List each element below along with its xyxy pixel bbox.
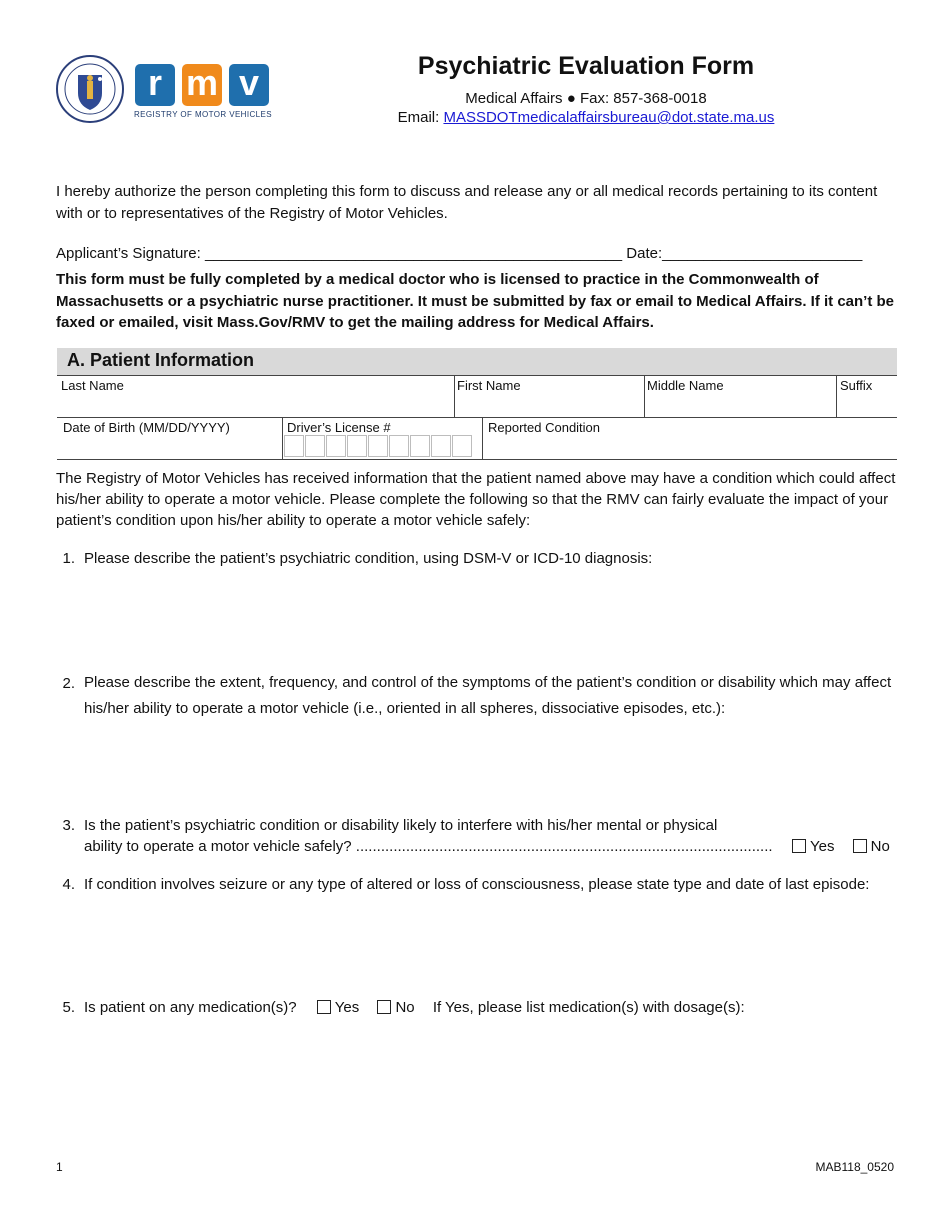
section-a-header	[57, 348, 897, 375]
notice-text: This form must be fully completed by a medical doctor who is licensed to practice in the Commonwealth of Massachusetts or a psychiatric nurse practitioner. It must be submitted by fax or email to Medical Affairs. If it can’t be faxed or emailed, visit Mass.Gov/RMV to get the mailing address for Medical Affairs.	[56, 271, 895, 331]
question-1-number: 1.	[62, 550, 75, 567]
question-2-answer-area[interactable]	[84, 725, 896, 810]
logo-letter-v: v	[229, 64, 269, 106]
massachusetts-seal-icon	[56, 55, 124, 123]
q3-yes-label: Yes	[810, 838, 835, 855]
dob-field[interactable]: Date of Birth (MM/DD/YYYY)	[63, 420, 230, 435]
question-4-number: 4.	[62, 876, 75, 893]
license-digit-box[interactable]	[452, 435, 472, 457]
q5-yes-checkbox[interactable]	[317, 1000, 331, 1014]
contact-line: Medical Affairs ● Fax: 857-368-0018	[465, 90, 707, 107]
table-border	[57, 375, 897, 376]
email-label: Email:	[397, 109, 444, 126]
suffix-field[interactable]: Suffix	[840, 378, 873, 393]
license-field[interactable]: Driver’s License #	[287, 420, 391, 435]
question-5-text: Is patient on any medication(s)?	[84, 999, 297, 1016]
first-name-field[interactable]: First Name	[457, 378, 521, 393]
logo-subtitle: REGISTRY OF MOTOR VEHICLES	[134, 110, 272, 119]
question-1-text: Please describe the patient’s psychiatric condition, using DSM-V or ICD-10 diagnosis:	[84, 550, 653, 567]
q3-yes-checkbox[interactable]	[792, 839, 806, 853]
middle-name-field[interactable]: Middle Name	[647, 378, 724, 393]
signature-label: Applicant’s Signature:	[56, 245, 201, 262]
q3-no-checkbox[interactable]	[853, 839, 867, 853]
table-divider	[836, 375, 837, 417]
question-5-follow-up: If Yes, please list medication(s) with dosage(s):	[432, 999, 745, 1016]
signature-row	[56, 245, 896, 262]
authorization-text: I hereby authorize the person completing this form to discuss and release any or all medical records pertaining to its content with or to representatives of the Registry of Motor Vehicles.	[56, 183, 878, 222]
email-line	[330, 109, 842, 126]
question-4-text: If condition involves seizure or any type of altered or loss of consciousness, please state type and date of last episode:	[84, 876, 870, 893]
question-5-number: 5.	[62, 999, 75, 1016]
q3-no-label: No	[870, 838, 890, 855]
question-3-number: 3.	[62, 817, 75, 834]
question-5-answer-area[interactable]	[84, 1025, 896, 1135]
condition-field[interactable]: Reported Condition	[488, 420, 601, 435]
question-3-line-1: Is the patient’s psychiatric condition or disability likely to interfere with his/her mental or physical	[84, 817, 718, 834]
date-line[interactable]: ________________________	[662, 245, 863, 262]
question-5-row	[84, 999, 745, 1016]
license-digit-box[interactable]	[389, 435, 409, 457]
question-4-answer-area[interactable]	[84, 900, 896, 985]
question-2-text: Please describe the extent, frequency, and control of the symptoms of the patient’s condition or disability which may affect his/her ability to operate a motor vehicle (i.e., oriented in all spheres, dissociative episodes, etc.):	[84, 674, 892, 717]
page-number: 1	[56, 1160, 63, 1174]
intro-text: The Registry of Motor Vehicles has received information that the patient named above may have a condition which could affect his/her ability to operate a motor vehicle. Please complete the following so that the RMV can fairly evaluate the impact of your patient’s condition upon his/her ability to operate a motor vehicle safely:	[56, 470, 896, 529]
license-digit-box[interactable]	[284, 435, 304, 457]
license-digit-box[interactable]	[326, 435, 346, 457]
page-title: Psychiatric Evaluation Form	[417, 52, 755, 80]
last-name-field[interactable]: Last Name	[61, 378, 124, 393]
license-digit-box[interactable]	[410, 435, 430, 457]
question-3-options	[792, 838, 890, 855]
license-digit-box[interactable]	[305, 435, 325, 457]
signature-line[interactable]: __________________________________________________	[205, 245, 623, 262]
logo-letter-m: m	[182, 64, 222, 106]
question-3-line-2: ability to operate a motor vehicle safely? ....................................................................................................	[84, 838, 773, 855]
question-1-answer-area[interactable]	[84, 575, 896, 665]
date-label: Date:	[626, 245, 663, 262]
q5-no-checkbox[interactable]	[377, 1000, 391, 1014]
table-divider	[644, 375, 645, 417]
question-2-number: 2.	[62, 675, 75, 692]
email-link[interactable]: MASSDOTmedicalaffairsbureau@dot.state.ma.us	[443, 109, 775, 126]
table-divider	[282, 417, 283, 459]
table-divider	[482, 417, 483, 459]
logo-letter-r: r	[135, 64, 175, 106]
q5-yes-label: Yes	[334, 999, 360, 1016]
form-code: MAB118_0520	[815, 1160, 894, 1174]
table-border	[57, 459, 897, 460]
license-digit-box[interactable]	[368, 435, 388, 457]
license-digit-box[interactable]	[431, 435, 451, 457]
section-a-title: A. Patient Information	[67, 350, 255, 370]
table-divider	[454, 375, 455, 417]
q5-no-label: No	[395, 999, 415, 1016]
license-digit-box[interactable]	[347, 435, 367, 457]
table-border	[57, 417, 897, 418]
